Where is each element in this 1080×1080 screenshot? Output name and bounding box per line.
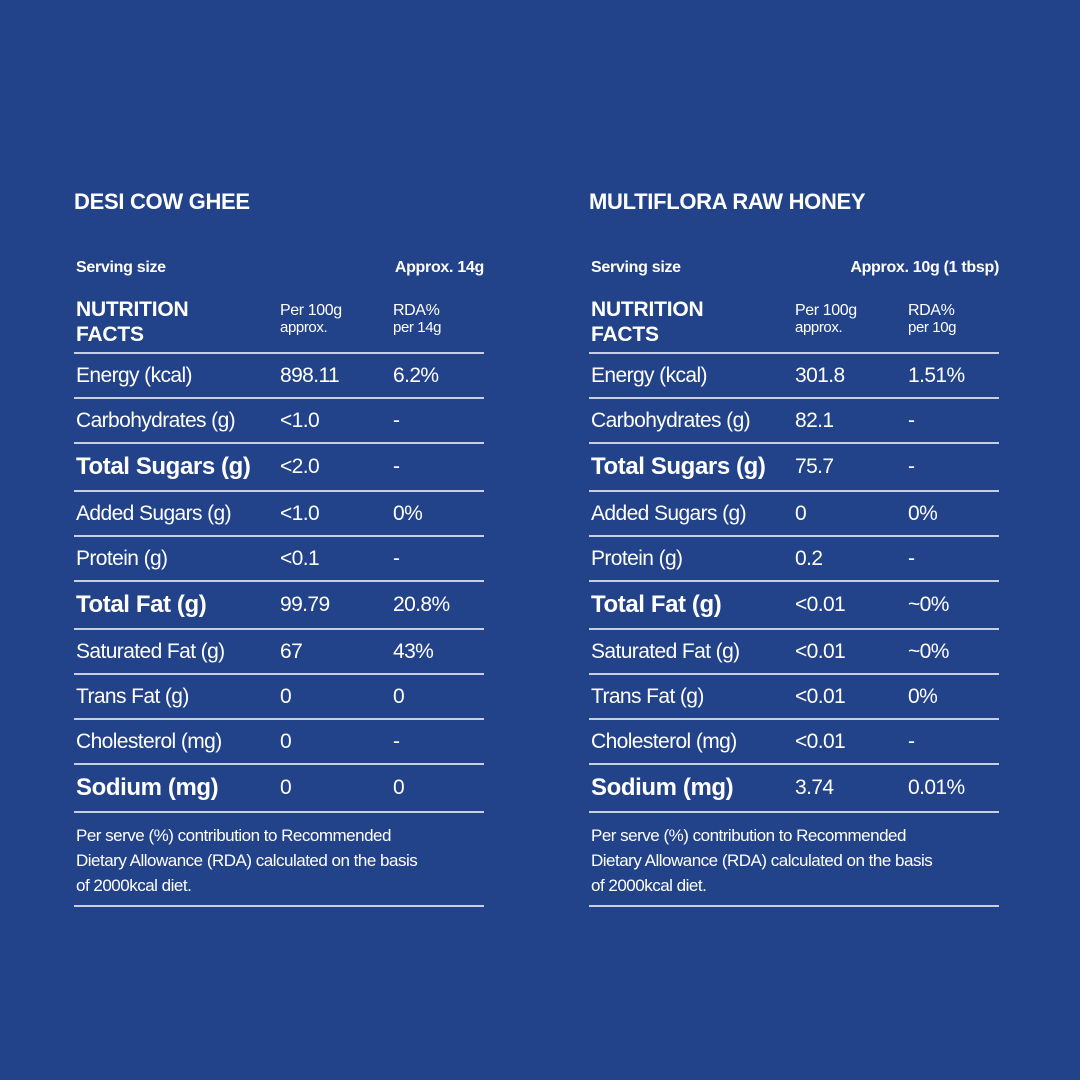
rda-value: 0.01%	[908, 776, 965, 799]
rda-value: -	[393, 408, 400, 432]
footnote-line: Dietary Allowance (RDA) calculated on the basis	[76, 851, 418, 870]
rda-value: 43%	[393, 639, 434, 663]
per-100g-value: 0	[795, 501, 807, 525]
rda-value: 0	[393, 776, 405, 799]
nutrient-name: Cholesterol (mg)	[76, 729, 222, 753]
per-100g-value: <0.01	[795, 593, 846, 616]
nutrient-name: Cholesterol (mg)	[591, 729, 737, 753]
per-100g-value: <1.0	[280, 408, 320, 432]
per-100g-value: 0.2	[795, 546, 823, 570]
nutrient-row	[589, 354, 999, 399]
nutrient-row	[74, 582, 484, 630]
nutrient-name: Sodium (mg)	[76, 774, 219, 801]
per-100g-value: 82.1	[795, 408, 834, 432]
per-100g-value: 301.8	[795, 363, 845, 387]
rda-value: 6.2%	[393, 363, 439, 387]
per-100g-value: <0.01	[795, 729, 846, 753]
nutrient-name: Energy (kcal)	[591, 363, 707, 387]
column-header-subline: per 14g	[393, 319, 442, 336]
rda-value: 20.8%	[393, 593, 450, 616]
nutrient-row	[74, 444, 484, 492]
footnote-line: Per serve (%) contribution to Recommended	[76, 826, 391, 845]
nutrient-rows	[589, 354, 999, 813]
rda-value: -	[908, 408, 915, 432]
facts-title-line: NUTRITION	[591, 298, 704, 321]
nutrient-row	[74, 630, 484, 675]
nutrition-panel-ghee	[74, 186, 484, 907]
per-100g-column-header	[280, 302, 342, 336]
facts-title-line: FACTS	[591, 323, 659, 346]
nutrient-row	[589, 582, 999, 630]
rda-value: -	[908, 455, 915, 478]
per-100g-value: 0	[280, 684, 292, 708]
nutrient-row	[74, 399, 484, 444]
serving-size-label: Serving size	[591, 259, 681, 276]
per-100g-value: 3.74	[795, 776, 834, 799]
per-100g-value: <0.01	[795, 684, 846, 708]
nutrient-name: Energy (kcal)	[76, 363, 192, 387]
nutrient-row	[589, 444, 999, 492]
per-100g-value: <0.01	[795, 639, 846, 663]
column-header-line: RDA%	[908, 302, 955, 319]
rda-value: -	[908, 546, 915, 570]
nutrient-row	[589, 492, 999, 537]
per-100g-value: <1.0	[280, 501, 320, 525]
nutrient-row	[74, 720, 484, 765]
per-100g-value: 0	[280, 776, 292, 799]
nutrient-name: Added Sugars (g)	[591, 501, 746, 525]
serving-size-row	[74, 259, 484, 281]
per-100g-value: 99.79	[280, 593, 330, 616]
nutrient-name: Carbohydrates (g)	[591, 408, 751, 432]
per-100g-value: 898.11	[280, 363, 340, 387]
per-100g-value: 75.7	[795, 455, 834, 478]
nutrient-name: Total Fat (g)	[76, 591, 207, 618]
nutrient-row	[589, 537, 999, 582]
rda-value: 1.51%	[908, 363, 965, 387]
footnote-line: Dietary Allowance (RDA) calculated on the basis	[591, 851, 933, 870]
facts-header	[589, 298, 999, 354]
serving-size-label: Serving size	[76, 259, 166, 276]
nutrient-row	[589, 765, 999, 813]
column-header-line: RDA%	[393, 302, 440, 319]
rda-column-header	[908, 302, 956, 336]
facts-title	[76, 297, 189, 347]
nutrient-name: Total Sugars (g)	[76, 453, 251, 480]
nutrient-row	[74, 492, 484, 537]
nutrient-row	[74, 675, 484, 720]
footnote-line: Per serve (%) contribution to Recommended	[591, 826, 906, 845]
rda-column-header	[393, 302, 441, 336]
nutrient-row	[74, 537, 484, 582]
rda-value: 0%	[908, 501, 938, 525]
serving-size-value: Approx. 10g (1 tbsp)	[850, 259, 999, 276]
rda-value: -	[393, 729, 400, 753]
nutrient-name: Sodium (mg)	[591, 774, 734, 801]
nutrient-row	[589, 720, 999, 765]
facts-title-line: NUTRITION	[76, 298, 189, 321]
nutrient-rows	[74, 354, 484, 813]
nutrient-name: Carbohydrates (g)	[76, 408, 236, 432]
nutrient-name: Trans Fat (g)	[591, 684, 704, 708]
rda-value: ~0%	[908, 639, 949, 663]
facts-title	[591, 297, 704, 347]
nutrient-row	[74, 354, 484, 399]
per-100g-value: 0	[280, 729, 292, 753]
serving-size-value: Approx. 14g	[394, 259, 484, 276]
facts-title-line: FACTS	[76, 323, 144, 346]
rda-value: -	[393, 455, 400, 478]
nutrition-panel-honey	[589, 186, 999, 907]
nutrient-name: Total Fat (g)	[591, 591, 722, 618]
footnote-line: of 2000kcal diet.	[76, 876, 192, 895]
nutrient-name: Saturated Fat (g)	[76, 639, 225, 663]
column-header-subline: approx.	[280, 319, 328, 336]
column-header-line: Per 100g	[280, 302, 342, 319]
nutrient-name: Saturated Fat (g)	[591, 639, 740, 663]
nutrient-row	[589, 399, 999, 444]
column-header-subline: approx.	[795, 319, 843, 336]
rda-value: ~0%	[908, 593, 949, 616]
nutrient-name: Added Sugars (g)	[76, 501, 231, 525]
per-100g-column-header	[795, 302, 857, 336]
nutrient-name: Trans Fat (g)	[76, 684, 189, 708]
nutrient-row	[74, 765, 484, 813]
footnote-line: of 2000kcal diet.	[591, 876, 707, 895]
column-header-subline: per 10g	[908, 319, 957, 336]
rda-footnote	[74, 823, 484, 907]
rda-value: 0	[393, 684, 405, 708]
nutrient-name: Protein (g)	[76, 546, 168, 570]
rda-value: 0%	[908, 684, 938, 708]
nutrient-row	[589, 675, 999, 720]
facts-header	[74, 298, 484, 354]
per-100g-value: <2.0	[280, 455, 320, 478]
rda-footnote	[589, 823, 999, 907]
product-title: MULTIFLORA RAW HONEY	[589, 189, 866, 214]
product-title: DESI COW GHEE	[74, 189, 250, 214]
nutrient-name: Protein (g)	[591, 546, 683, 570]
serving-size-row	[589, 259, 999, 281]
per-100g-value: 67	[280, 639, 303, 663]
nutrient-name: Total Sugars (g)	[591, 453, 766, 480]
column-header-line: Per 100g	[795, 302, 857, 319]
rda-value: -	[908, 729, 915, 753]
nutrient-row	[589, 630, 999, 675]
rda-value: -	[393, 546, 400, 570]
rda-value: 0%	[393, 501, 423, 525]
per-100g-value: <0.1	[280, 546, 320, 570]
